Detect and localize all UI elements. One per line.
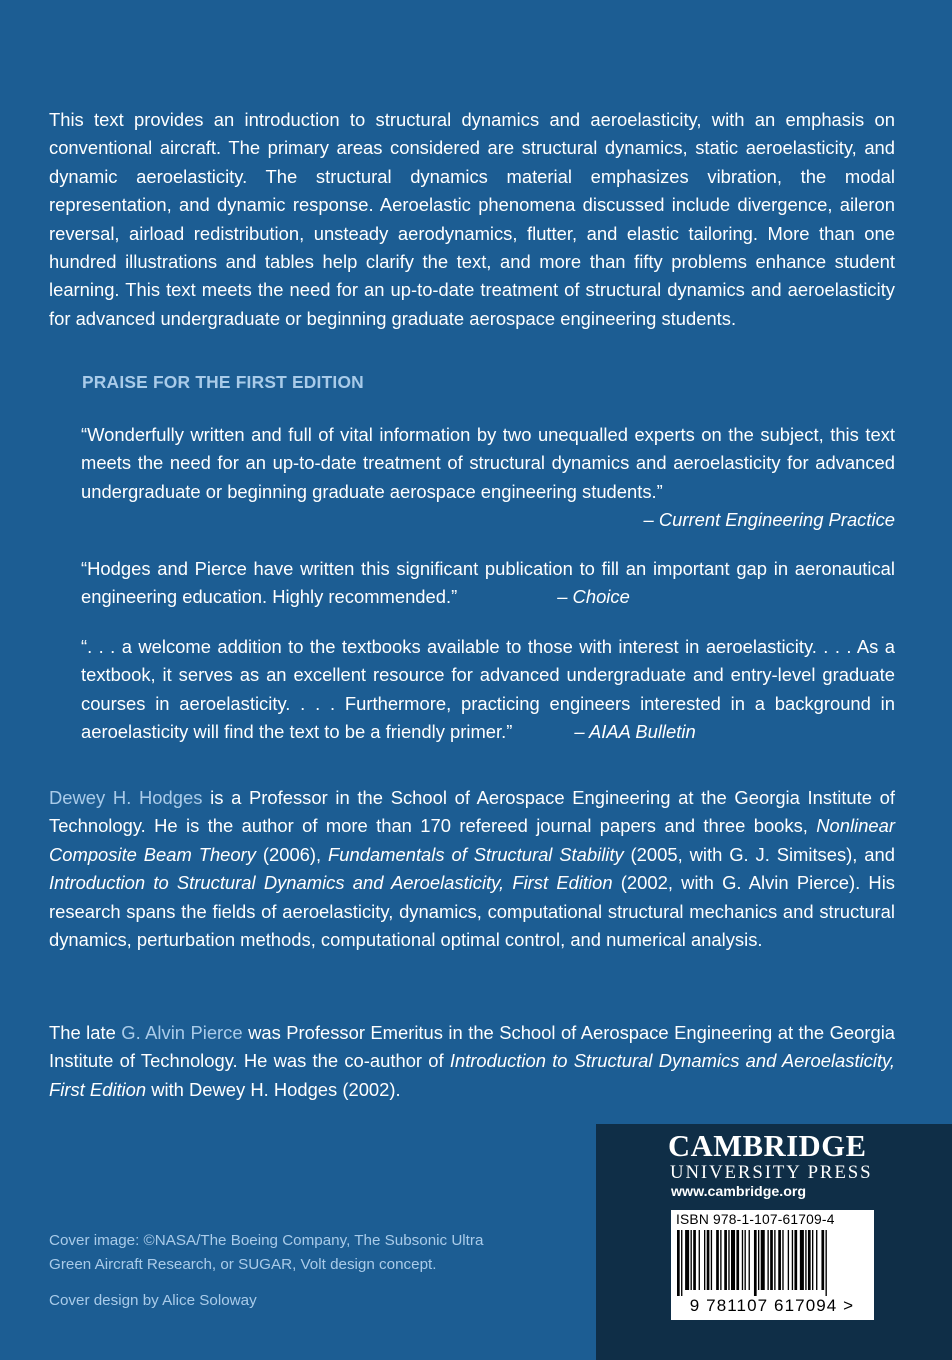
- barcode-bar: [816, 1230, 817, 1290]
- barcode-bar: [749, 1230, 750, 1290]
- bio-text: with Dewey H. Hodges (2002).: [146, 1078, 401, 1100]
- isbn-number: ISBN 978-1-107-61709-4: [676, 1212, 835, 1227]
- barcode-icon: [675, 1230, 870, 1298]
- cover-image-credit: Cover image: ©NASA/The Boeing Company, The Subsonic Ultra Green Aircraft Research, or SUGAR, Volt design concept.: [49, 1232, 484, 1273]
- barcode-bar: [720, 1230, 721, 1290]
- barcode-bar: [826, 1230, 827, 1296]
- quote-text: “Wonderfully written and full of vital information by two unequalled experts on the subject, this text meets the need for an up-to-date treatment of structural dynamics and aeroelasticity for advanced undergraduate or beginning graduate aerospace engineering students.”: [81, 424, 895, 502]
- quote-source: – Current Engineering Practice: [643, 509, 895, 531]
- author-name: G. Alvin Pierce: [121, 1022, 243, 1043]
- review-quote-2: [81, 555, 895, 612]
- review-quote-3: [81, 633, 895, 747]
- bio-text: was Professor Emeritus in the School of Aerospace Engineering at the Georgia Institute of Technology. He was the co-author of: [49, 1022, 896, 1072]
- barcode-bar: [736, 1230, 739, 1290]
- barcode-bar: [770, 1230, 773, 1290]
- barcode-bar: [745, 1230, 746, 1290]
- quote-source: – Choice: [557, 586, 630, 608]
- book-title: Introduction to Structural Dynamics and Aeroelasticity, First Edition: [49, 1050, 895, 1100]
- quote-source: – AIAA Bulletin: [574, 721, 696, 743]
- barcode-bar: [742, 1230, 743, 1290]
- barcode-bar: [761, 1230, 765, 1290]
- book-title: Nonlinear Composite Beam Theory: [49, 815, 895, 865]
- barcode-bar: [805, 1230, 806, 1290]
- barcode-bar: [681, 1230, 682, 1296]
- quote-text: “Hodges and Pierce have written this significant publication to fill an important gap in aeronautical engineering education. Highly recommended.”: [81, 558, 895, 608]
- barcode-bar: [685, 1230, 689, 1290]
- barcode-bar: [691, 1230, 692, 1290]
- bio-text: (2005, with G. J. Simitses), and: [623, 843, 895, 865]
- bio-text: (2002, with G. Alvin Pierce). His research spans the fields of aeroelasticity, dynamics, computational structural mechanics and structural dynamics, perturbation methods, computational optimal control, and numerical analysis.: [49, 872, 895, 951]
- barcode-bar: [794, 1230, 797, 1290]
- barcode-bar: [731, 1230, 735, 1290]
- barcode-bar: [821, 1230, 824, 1290]
- praise-heading: PRAISE FOR THE FIRST EDITION: [82, 372, 364, 392]
- barcode-bar: [767, 1230, 768, 1290]
- barcode-bar: [711, 1230, 712, 1290]
- barcode-bar: [800, 1230, 804, 1290]
- cover-design-credit: Cover design by Alice Soloway: [49, 1292, 257, 1309]
- bio-text: The late: [49, 1022, 122, 1043]
- barcode-bar: [728, 1230, 729, 1290]
- barcode-bar: [704, 1230, 705, 1290]
- book-title: Introduction to Structural Dynamics and Aeroelasticity, First Edition: [49, 872, 613, 894]
- barcode-bar: [782, 1230, 783, 1290]
- barcode-bar: [716, 1230, 719, 1290]
- bio-text: (2006),: [255, 843, 329, 865]
- publisher-url[interactable]: www.cambridge.org: [671, 1184, 807, 1200]
- barcode-bar: [812, 1230, 813, 1290]
- barcode-bar: [758, 1230, 759, 1290]
- author-bio-pierce: [49, 1019, 895, 1104]
- barcode-bar: [693, 1230, 696, 1290]
- book-description: This text provides an introduction to structural dynamics and aeroelasticity, with an emphasis on conventional aircraft. The primary areas considered are structural dynamics, static aeroelasticity, and dynamic aeroelasticity. The structural dynamics material emphasizes vibration, the modal representation, and dynamic response. Aeroelastic phenomena discussed include divergence, aileron reversal, airload redistribution, unsteady aerodynamics, flutter, and elastic tailoring. More than one hundred illustrations and tables help clarify the text, and more than fifty problems enhance student learning. This text meets the need for an up-to-date treatment of structural dynamics and aeroelasticity for advanced undergraduate or beginning graduate aerospace engineering students.: [49, 109, 895, 329]
- author-name: Dewey H. Hodges: [49, 787, 203, 808]
- barcode-digits: 9 781107 617094 >: [689, 1296, 855, 1315]
- author-bio-hodges: [49, 784, 895, 954]
- barcode-bar: [774, 1230, 775, 1290]
- review-quote-1: [81, 421, 895, 535]
- publisher-logo-subtitle: UNIVERSITY PRESS: [670, 1162, 873, 1183]
- barcode-bar: [699, 1230, 700, 1290]
- barcode-bar: [754, 1230, 757, 1296]
- barcode-bar: [788, 1230, 789, 1290]
- book-title: Fundamentals of Structural Stability: [328, 843, 624, 865]
- barcode-bar: [792, 1230, 793, 1290]
- barcode-bar: [778, 1230, 781, 1290]
- barcode-bar: [808, 1230, 811, 1290]
- bio-text: is a Professor in the School of Aerospace Engineering at the Georgia Institute of Technology. He is the author of more than 170 refereed journal papers and three books,: [49, 787, 896, 837]
- publisher-logo-name: CAMBRIDGE: [668, 1129, 867, 1163]
- barcode-bar: [724, 1230, 727, 1290]
- quote-text: “. . . a welcome addition to the textbooks available to those with interest in aeroelasticity. . . . As a textbook, it serves as an excellent resource for advanced undergraduate and entry-level graduate courses in aeroelasticity. . . . Furthermore, practicing engineers interested in a background in aeroelasticity will find the text to be a friendly primer.”: [81, 636, 895, 743]
- barcode-bar: [707, 1230, 710, 1290]
- barcode-bar: [677, 1230, 680, 1296]
